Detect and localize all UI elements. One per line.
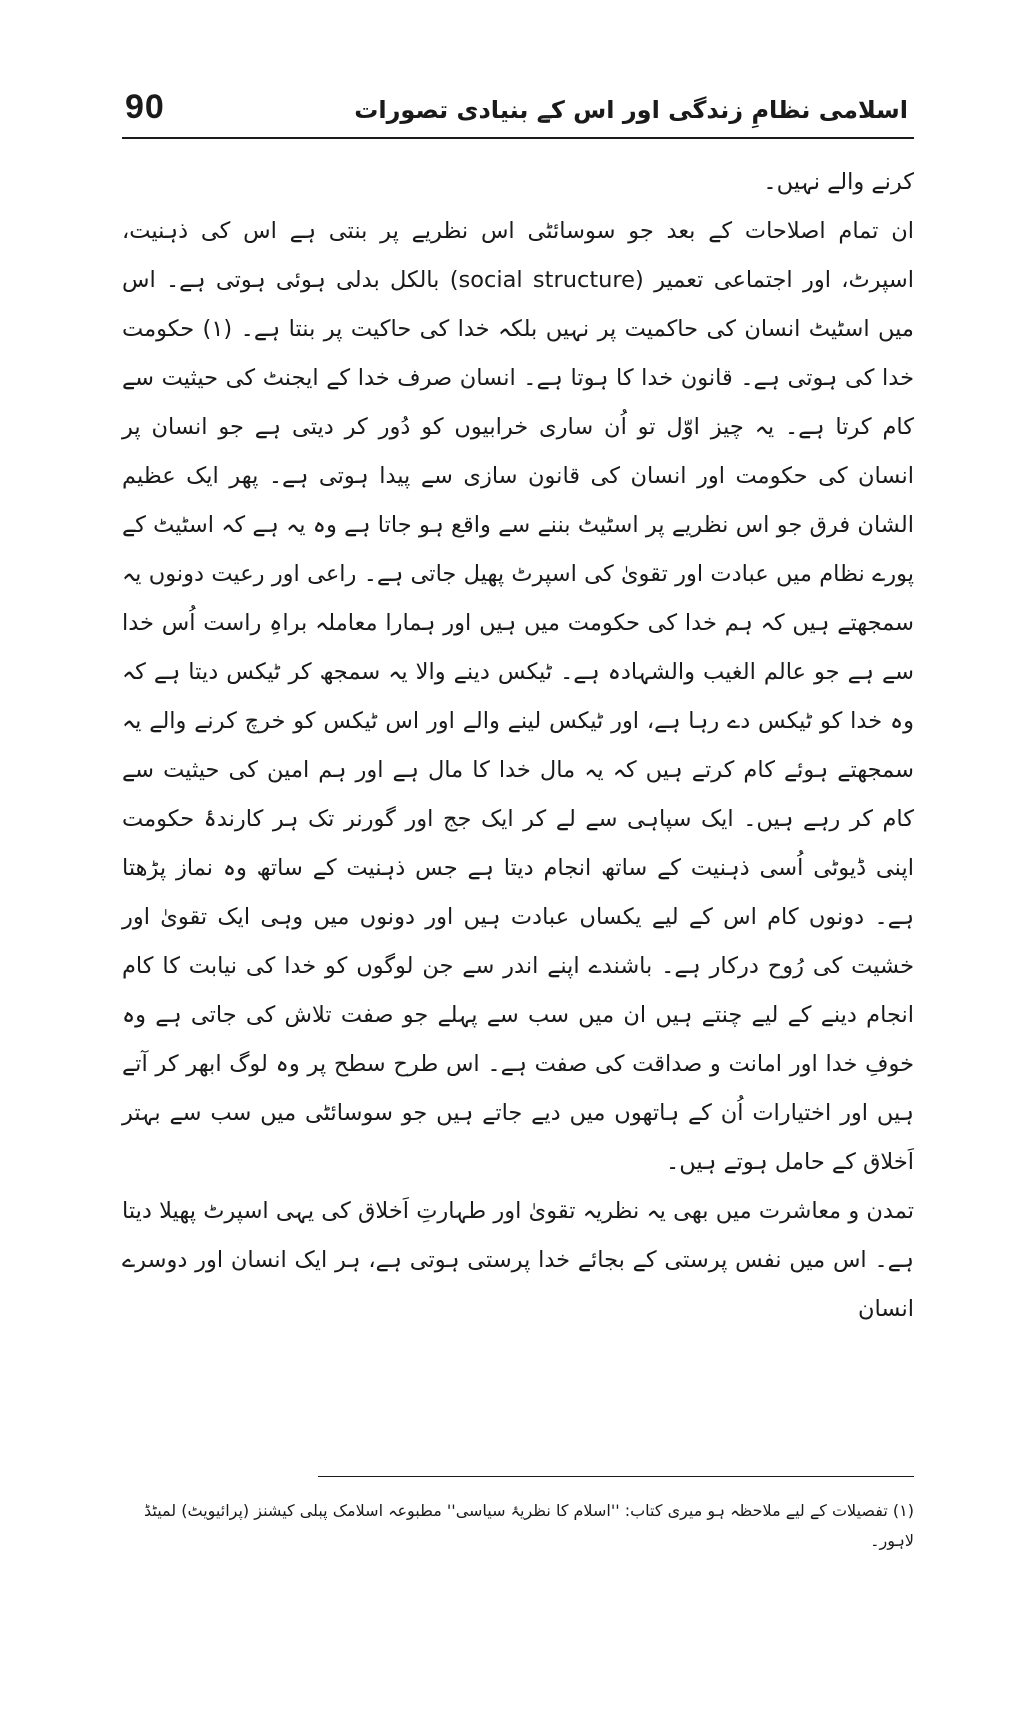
footnote-rule: [318, 1476, 914, 1477]
running-header-title: اسلامی نظامِ زندگی اور اس کے بنیادی تصورات: [354, 96, 908, 124]
footnote: (۱) تفصیلات کے لیے ملاحظہ ہو میری کتاب: ''اسلام کا نظریۂ سیاسی'' مطبوعہ اسلامک پبلی کیشنز (پرائیویٹ) لمیٹڈ لاہور۔: [143, 1501, 914, 1550]
body-text: [122, 158, 914, 1334]
page-number: 90: [125, 88, 165, 126]
paragraph: تمدن و معاشرت میں بھی یہ نظریہ تقویٰ اور طہارتِ اَخلاق کی یہی اسپرٹ پھیلا دیتا ہے۔ اس میں نفس پرستی کے بجائے خدا پرستی ہوتی ہے، ہر ایک انسان اور دوسرے انسان: [122, 1198, 914, 1322]
paragraph-continuation: کرنے والے نہیں۔: [763, 169, 914, 195]
paragraph: ان تمام اصلاحات کے بعد جو سوسائٹی اس نظریے پر بنتی ہے اس کی ذہنیت، اسپرٹ، اور اجتماعی تعمیر (social structure) بالکل بدلی ہوئی ہوتی ہے۔ اس میں اسٹیٹ انسان کی حاکمیت پر نہیں بلکہ خدا کی حاکیت پر بنتا ہے۔ (۱) حکومت خدا کی ہوتی ہے۔ قانون خدا کا ہوتا ہے۔ انسان صرف خدا کے ایجنٹ کی حیثیت سے کام کرتا ہے۔ یہ چیز اوّل تو اُن ساری خرابیوں کو دُور کر دیتی ہے جو انسان پر انسان کی حکومت اور انسان کی قانون سازی سے پیدا ہوتی ہے۔ پھر ایک عظیم الشان فرق جو اس نظریے پر اسٹیٹ بننے سے واقع ہو جاتا ہے وہ یہ ہے کہ اسٹیٹ کے پورے نظام میں عبادت اور تقویٰ کی اسپرٹ پھیل جاتی ہے۔ راعی اور رعیت دونوں یہ سمجھتے ہیں کہ ہم خدا کی حکومت میں ہیں اور ہمارا معاملہ براہِ راست اُس خدا سے ہے جو عالم الغیب والشہادہ ہے۔ ٹیکس دینے والا یہ سمجھ کر ٹیکس دیتا ہے کہ وہ خدا کو ٹیکس دے رہا ہے، اور ٹیکس لینے والے اور اس ٹیکس کو خرچ کرنے والے یہ سمجھتے ہوئے کام کرتے ہیں کہ یہ مال خدا کا مال ہے اور ہم امین کی حیثیت سے کام کر رہے ہیں۔ ایک سپاہی سے لے کر ایک جج اور گورنر تک ہر کارندۂ حکومت اپنی ڈیوٹی اُسی ذہنیت کے ساتھ انجام دیتا ہے جس ذہنیت کے ساتھ وہ نماز پڑھتا ہے۔ دونوں کام اس کے لیے یکساں عبادت ہیں اور دونوں میں وہی ایک تقویٰ اور خشیت کی رُوح درکار ہے۔ باشندے اپنے اندر سے جن لوگوں کو خدا کی نیابت کا کام انجام دینے کے لیے چنتے ہیں ان میں سب سے پہلے جو صفت تلاش کی جاتی ہے وہ خوفِ خدا اور امانت و صداقت کی صفت ہے۔ اس طرح سطح پر وہ لوگ ابھر کر آتے ہیں اور اختیارات اُن کے ہاتھوں میں دیے جاتے ہیں جو سوسائٹی میں سب سے بہتر اَخلاق کے حامل ہوتے ہیں۔: [122, 218, 914, 1175]
header-rule: [122, 137, 914, 139]
